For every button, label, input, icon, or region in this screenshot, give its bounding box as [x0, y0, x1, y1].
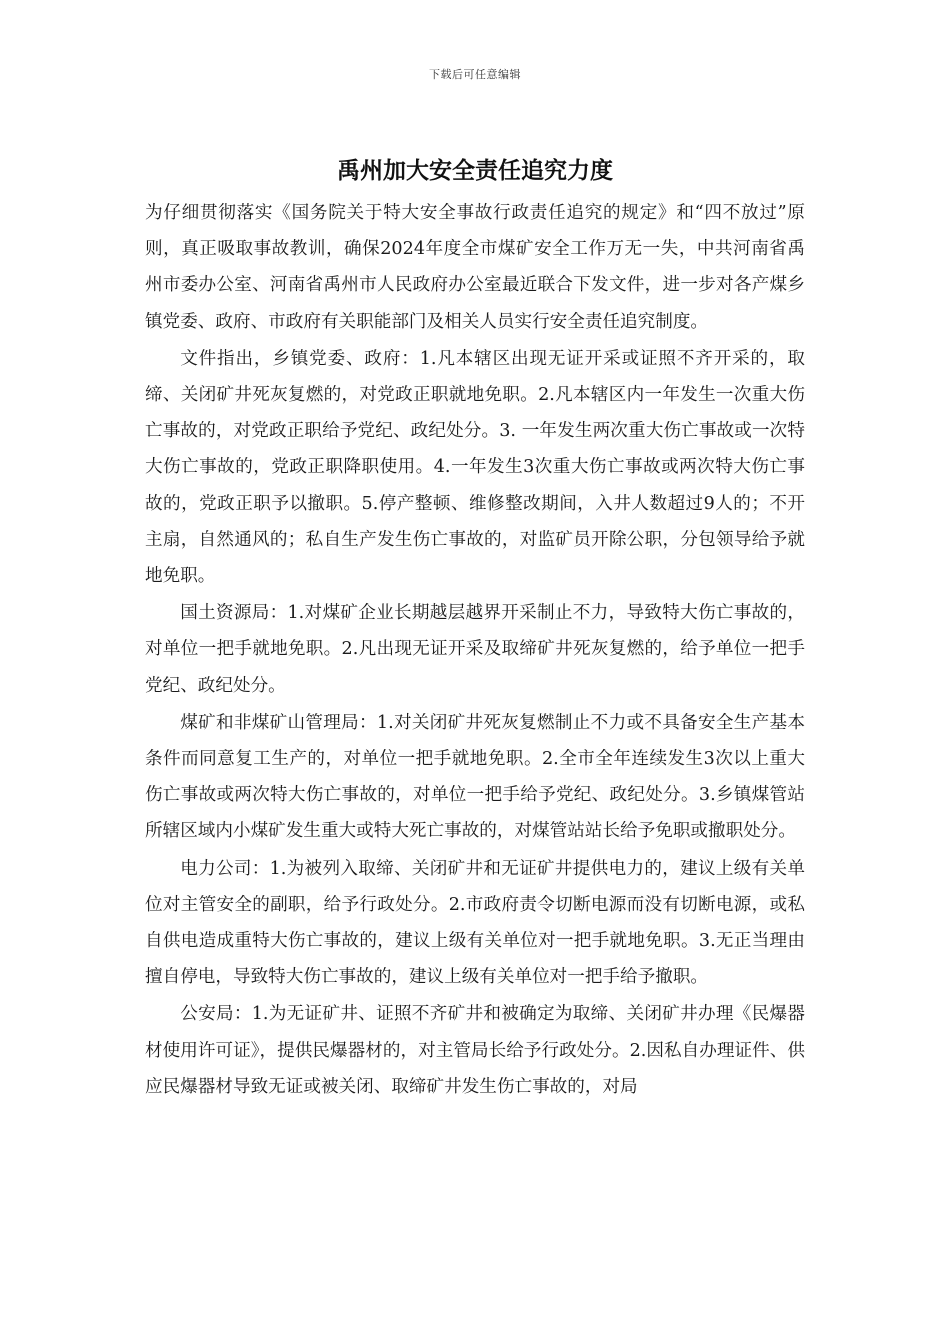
paragraph-public-security: 公安局：1.为无证矿井、证照不齐矿井和被确定为取缔、关闭矿井办理《民爆器材使用许可证》，提供民爆器材的，对主管局长给予行政处分。2.因私自办理证件、供应民爆器材导致无证或被关闭、取缔矿井发生伤亡事故的，对局: [145, 1004, 805, 1097]
document-title: 禹州加大安全责任追究力度: [337, 157, 613, 184]
paragraph-land-resources: 国土资源局：1.对煤矿企业长期越层越界开采制止不力，导致特大伤亡事故的，对单位一把手就地免职。2.凡出现无证开采及取缔矿井死灰复燃的，给予单位一把手党纪、政纪处分。: [145, 603, 805, 696]
paragraph-intro: 为仔细贯彻落实《国务院关于特大安全事故行政责任追究的规定》和“四不放过”原则，真正吸取事故教训，确保2024年度全市煤矿安全工作万无一失，中共河南省禹州市委办公室、河南省禹州市人民政府办公室最近联合下发文件，进一步对各产煤乡镇党委、政府、市政府有关职能部门及相关人员实行安全责任追究制度。: [145, 203, 805, 332]
header-note: 下载后可任意编辑: [429, 68, 521, 81]
paragraph-mine-management: 煤矿和非煤矿山管理局：1.对关闭矿井死灰复燃制止不力或不具备安全生产基本条件而同意复工生产的，对单位一把手就地免职。2.全市全年连续发生3次以上重大伤亡事故或两次特大伤亡事故的，对单位一把手给予党纪、政纪处分。3.乡镇煤管站所辖区域内小煤矿发生重大或特大死亡事故的，对煤管站站长给予免职或撤职处分。: [145, 712, 805, 842]
paragraph-power-company: 电力公司：1.为被列入取缔、关闭矿井和无证矿井提供电力的，建议上级有关单位对主管安全的副职，给予行政处分。2.市政府责令切断电源而没有切断电源，或私自供电造成重特大伤亡事故的，建议上级有关单位对一把手就地免职。3.无正当理由擅自停电，导致特大伤亡事故的，建议上级有关单位对一把手给予撤职。: [145, 858, 805, 988]
paragraph-township: 文件指出，乡镇党委、政府：1.凡本辖区出现无证开采或证照不齐开采的，取缔、关闭矿井死灰复燃的，对党政正职就地免职。2.凡本辖区内一年发生一次重大伤亡事故的，对党政正职给予党纪、政纪处分。3. 一年发生两次重大伤亡事故或一次特大伤亡事故的，党政正职降职使用。4.一年发生3次重大伤亡事故或两次特大伤亡事故的，党政正职予以撤职。5.停产整顿、维修整改期间，入井人数超过9人的；不开主扇，自然通风的；私自生产发生伤亡事故的，对监矿员开除公职，分包领导给予就地免职。: [145, 348, 805, 587]
document-body: [145, 195, 805, 1106]
